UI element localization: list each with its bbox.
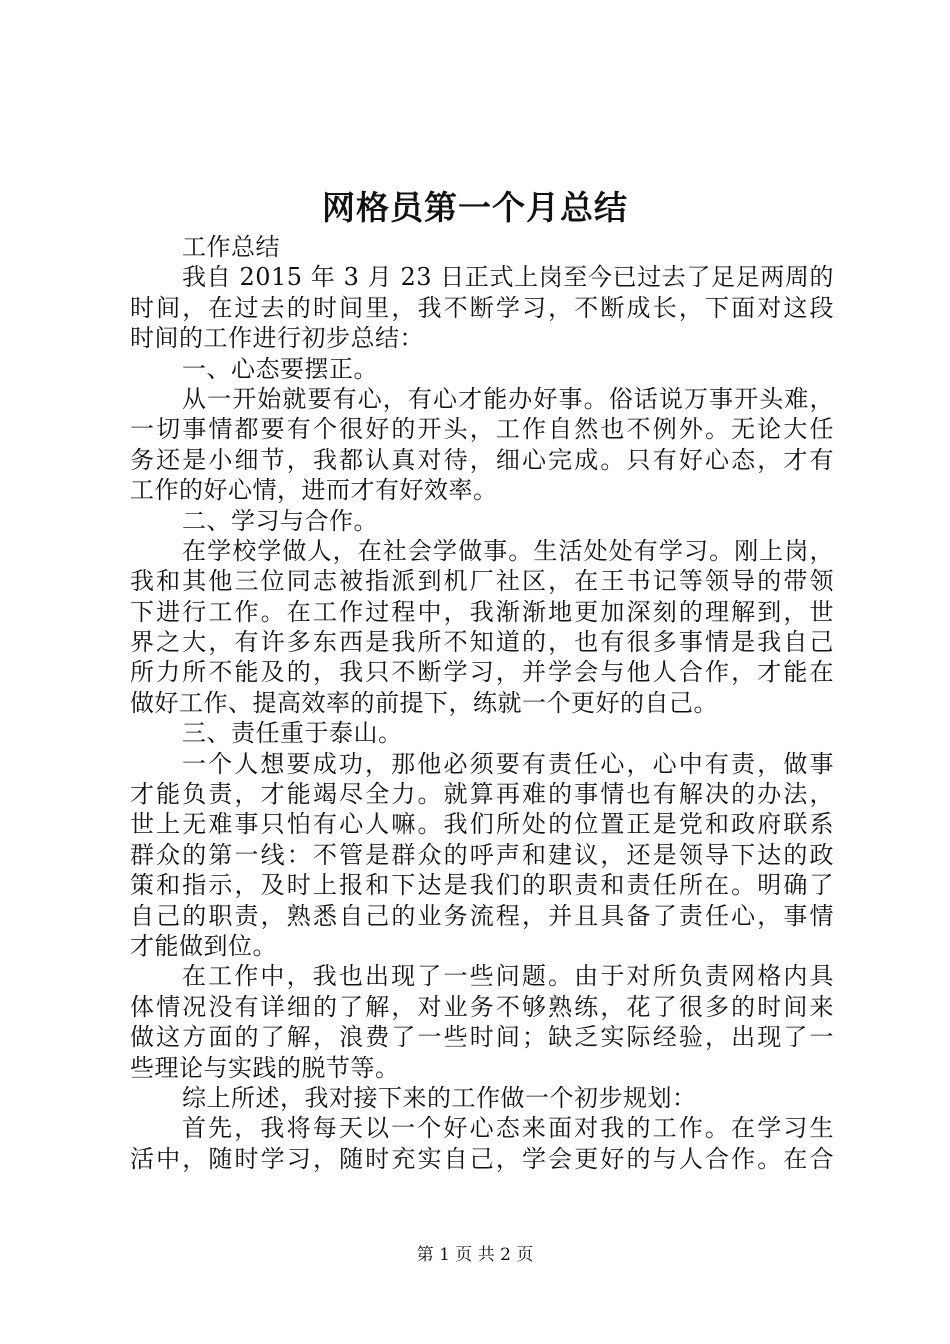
body-line: 工作总结 <box>182 233 280 261</box>
body-line: 时间的工作进行初步总结： <box>130 324 424 353</box>
body-line: 一个人想要成功，那他必须要有责任心，心中有责，做事 <box>182 749 834 778</box>
body-line: 综上所述，我对接下来的工作做一个初步规划： <box>182 1083 697 1112</box>
document-title: 网格员第一个月总结 <box>322 188 628 227</box>
body-line: 自己的职责，熟悉自己的业务流程，并且具备了责任心，事情 <box>130 901 834 930</box>
body-line: 些理论与实践的脱节等。 <box>130 1053 400 1082</box>
body-line: 才能做到位。 <box>130 931 277 960</box>
body-line: 做这方面的了解，浪费了一些时间；缺乏实际经验，出现了一 <box>130 1023 834 1052</box>
body-line: 策和指示，及时上报和下达是我们的职责和责任所在。明确了 <box>130 871 834 900</box>
body-line: 在工作中，我也出现了一些问题。由于对所负责网格内具 <box>182 962 834 991</box>
page-footer: 第 1 页 共 2 页 <box>416 1245 534 1265</box>
body-line: 工作的好心情，进而才有好效率。 <box>130 476 498 505</box>
body-line: 在学校学做人，在社会学做事。生活处处有学习。刚上岗， <box>182 536 834 565</box>
body-line: 从一开始就要有心，有心才能办好事。俗话说万事开头难， <box>182 384 834 413</box>
body-line: 世上无难事只怕有心人嘛。我们所处的位置正是党和政府联系 <box>130 810 834 839</box>
body-line: 才能负责，才能竭尽全力。就算再难的事情也有解决的办法， <box>130 780 834 809</box>
body-line: 时间，在过去的时间里，我不断学习，不断成长，下面对这段 <box>130 293 834 322</box>
body-line: 界之大，有许多东西是我所不知道的，也有很多事情是我自己 <box>130 628 834 657</box>
body-line: 我和其他三位同志被指派到机厂社区，在王书记等领导的带领 <box>130 567 834 596</box>
body-line: 首先，我将每天以一个好心态来面对我的工作。在学习生 <box>182 1114 834 1143</box>
body-line: 一、心态要摆正。 <box>182 354 378 383</box>
body-line: 务还是小细节，我都认真对待，细心完成。只有好心态，才有 <box>130 445 834 474</box>
body-line: 活中，随时学习，随时充实自己，学会更好的与人合作。在合 <box>130 1144 834 1173</box>
body-line: 一切事情都要有个很好的开头，工作自然也不例外。无论大任 <box>130 415 834 444</box>
document-body <box>130 232 834 1174</box>
body-line: 三、责任重于泰山。 <box>182 719 403 748</box>
body-line: 做好工作、提高效率的前提下，练就一个更好的自己。 <box>130 688 718 717</box>
body-line: 我自 2015 年 3 月 23 日正式上岗至今已过去了足足两周的 <box>182 263 834 292</box>
body-line: 下进行工作。在工作过程中，我渐渐地更加深刻的理解到，世 <box>130 597 834 626</box>
body-line: 体情况没有详细的了解，对业务不够熟练，花了很多的时间来 <box>130 992 834 1021</box>
body-line: 群众的第一线：不管是群众的呼声和建议，还是领导下达的政 <box>130 840 834 869</box>
body-line: 二、学习与合作。 <box>182 506 378 535</box>
body-line: 所力所不能及的，我只不断学习，并学会与他人合作，才能在 <box>130 658 834 687</box>
